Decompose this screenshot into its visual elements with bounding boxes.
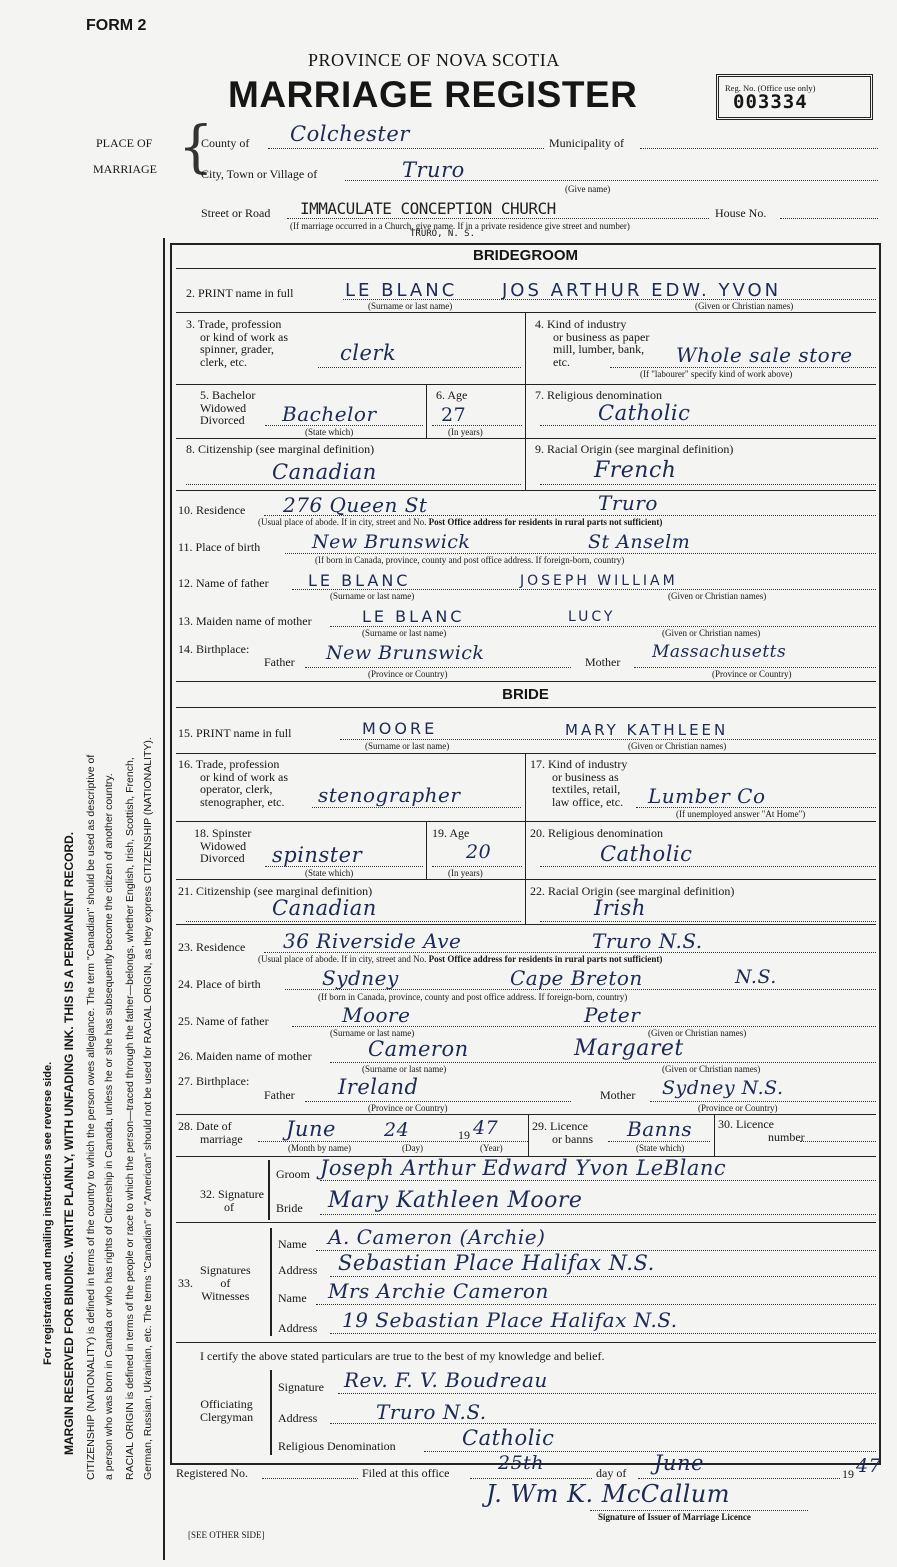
groom-citizenship: Canadian: [272, 460, 377, 484]
place-heading-1: PLACE OF: [96, 136, 153, 150]
groom-trade: clerk: [340, 341, 397, 365]
bride-bp-father-label: Father: [264, 1088, 295, 1102]
bride-bp-mother: Sydney N.S.: [662, 1077, 784, 1099]
bride-status-label: 18. Spinster Widowed Divorced: [194, 826, 252, 865]
filed-year: 47: [856, 1455, 882, 1477]
bride-industry-label: 17. Kind of industry or business as textiles, retail, law office, etc.: [530, 757, 628, 809]
marriage-day: 24: [384, 1119, 410, 1141]
house-no-label: House No.: [715, 206, 767, 220]
witness1-name: A. Cameron (Archie): [328, 1225, 546, 1249]
groom-bp-mother: Massachusetts: [652, 642, 787, 662]
marriage-day-caption: (Day): [402, 1143, 423, 1153]
groom-residence-caption: (Usual place of abode. If in city, street and No. Post Office address for residents in rural parts not sufficient): [258, 517, 663, 527]
marriage-year-caption: (Year): [480, 1143, 503, 1153]
clergy-label: Officiating Clergyman: [200, 1397, 254, 1424]
groom-heading: BRIDEGROOM: [473, 247, 578, 264]
bride-status: spinster: [272, 843, 363, 867]
margin-citizenship-2: a person who was born in Canada or who has rights of Citizenship in Canada, unless he or she has subsequently become the citizen of another country.: [103, 773, 115, 1480]
bride-given: MARY KATHLEEN: [565, 721, 729, 739]
w2-address-label: Address: [278, 1321, 318, 1335]
w2-name-label: Name: [278, 1291, 307, 1305]
street-note: (If marriage occurred in a Church, give name. If in a private residence give street and number): [290, 221, 630, 231]
groom-residence: 276 Queen St: [283, 493, 428, 517]
groom-birth-label: 11. Place of birth: [178, 540, 261, 554]
marriage-date-label: 28. Date of marriage: [178, 1119, 243, 1146]
bride-bp-mother-caption: (Province or Country): [698, 1103, 778, 1113]
marriage-month-caption: (Month by name): [288, 1143, 351, 1153]
bride-birth-province: N.S.: [735, 966, 777, 988]
registered-no-label: Registered No.: [176, 1466, 248, 1480]
bride-signature: Mary Kathleen Moore: [328, 1188, 583, 1213]
groom-mother-given: LUCY: [568, 609, 616, 625]
municipality-label: Municipality of: [549, 136, 624, 150]
groom-father-surname: LE BLANC: [308, 571, 411, 590]
groom-industry-caption: (If "labourer" specify kind of work above): [640, 369, 793, 379]
margin-binding-note: MARGIN RESERVED FOR BINDING. WRITE PLAINLY, WITH UNFADING INK. THIS IS A PERMANENT RECORD.: [62, 831, 76, 1455]
place-brace: {: [178, 115, 214, 180]
groom-surname: LE BLANC: [345, 280, 458, 301]
issuer-signature: J. Wm K. McCallum: [486, 1480, 731, 1508]
groom-father-given: JOSEPH WILLIAM: [520, 573, 678, 589]
licence-value: Banns: [627, 1117, 693, 1141]
bride-birth-caption: (If born in Canada, province, county and post office address. If foreign-born, country): [318, 992, 628, 1002]
bride-father-given: Peter: [584, 1003, 641, 1027]
licence-caption: (State which): [636, 1143, 685, 1153]
witness2-name: Mrs Archie Cameron: [328, 1279, 549, 1303]
groom-racial: French: [594, 458, 677, 483]
filed-month: June: [654, 1451, 704, 1475]
bride-father-surname: Moore: [342, 1003, 411, 1027]
groom-name-label: 2. PRINT name in full: [186, 286, 294, 300]
groom-religion-label: 7. Religious denomination: [535, 388, 662, 402]
bride-birthplace-label: 27. Birthplace:: [178, 1074, 250, 1088]
groom-industry: Whole sale store: [676, 343, 853, 367]
city-value: Truro: [402, 158, 465, 182]
bride-age-caption: (In years): [448, 868, 483, 878]
groom-status-caption: (State which): [305, 427, 354, 437]
reg-no: 003334: [733, 91, 808, 113]
groom-age-caption: (In years): [448, 427, 483, 437]
bride-father-surname-caption: (Surname or last name): [330, 1028, 415, 1038]
groom-given: JOS ARTHUR EDW. YVON: [502, 280, 782, 301]
licence-label: 29. Licence or banns: [532, 1119, 593, 1146]
groom-birth: New Brunswick: [312, 531, 471, 553]
bride-bp-mother-label: Mother: [600, 1088, 636, 1102]
bride-trade-label: 16. Trade, profession or kind of work as operator, clerk, stenographer, etc.: [178, 757, 288, 809]
margin-racial-1: RACIAL ORIGIN is defined in terms of the people or race to which the person—traced through the father—belongs, whether English, Irish, Scottish, French,: [124, 757, 136, 1480]
bride-racial: Irish: [594, 896, 646, 920]
groom-bp-mother-label: Mother: [585, 655, 621, 669]
bride-bp-father-caption: (Province or Country): [368, 1103, 448, 1113]
groom-mother-surname: LE BLANC: [362, 607, 465, 626]
page-title: MARRIAGE REGISTER: [228, 74, 638, 115]
bride-status-caption: (State which): [305, 868, 354, 878]
groom-bp-father: New Brunswick: [326, 642, 485, 664]
witness2-address: 19 Sebastian Place Halifax N.S.: [342, 1308, 678, 1332]
give-name-caption: (Give name): [565, 184, 611, 194]
marriage-month: June: [286, 1117, 336, 1141]
bride-name-label: 15. PRINT name in full: [178, 726, 292, 740]
groom-trade-label: 3. Trade, profession or kind of work as spinner, grader, clerk, etc.: [186, 317, 288, 369]
groom-father-given-caption: (Given or Christian names): [668, 591, 767, 601]
church-stamp: IMMACULATE CONCEPTION CHURCH: [300, 199, 556, 218]
groom-given-caption: (Given or Christian names): [695, 301, 794, 311]
province-title: PROVINCE OF NOVA SCOTIA: [308, 50, 560, 70]
groom-status: Bachelor: [282, 402, 377, 426]
w1-name-label: Name: [278, 1237, 307, 1251]
w1-address-label: Address: [278, 1263, 318, 1277]
filed-label: Filed at this office: [362, 1466, 450, 1480]
clergy-address-label: Address: [278, 1411, 318, 1425]
groom-bp-mother-caption: (Province or Country): [712, 669, 792, 679]
groom-age: 27: [441, 404, 467, 426]
groom-father-surname-caption: (Surname or last name): [330, 591, 415, 601]
filed-year-prefix: 19: [842, 1467, 854, 1481]
bride-citizenship-label: 21. Citizenship (see marginal definition): [178, 884, 373, 898]
witnesses-number: 33.: [178, 1276, 193, 1290]
groom-surname-caption: (Surname or last name): [368, 301, 453, 311]
clergy-sig-label: Signature: [278, 1380, 324, 1394]
bride-mother-surname-caption: (Surname or last name): [362, 1064, 447, 1074]
marriage-year-prefix: 19: [458, 1128, 470, 1142]
bride-father-given-caption: (Given or Christian names): [648, 1028, 747, 1038]
bride-residence-town: Truro N.S.: [592, 929, 703, 953]
bride-age: 20: [466, 841, 492, 863]
bride-birth: Sydney: [322, 966, 399, 990]
filed-day: 25th: [498, 1452, 545, 1474]
groom-signature: Joseph Arthur Edward Yvon LeBlanc: [320, 1156, 727, 1180]
groom-bp-father-caption: (Province or Country): [368, 669, 448, 679]
groom-birth-town: St Anselm: [588, 531, 691, 553]
bride-age-label: 19. Age: [432, 826, 470, 840]
groom-residence-town: Truro: [598, 491, 658, 515]
bride-birth-label: 24. Place of birth: [178, 977, 261, 991]
signature-label: 32. Signature of: [200, 1187, 264, 1214]
stamp-subtext: TRURO, N. S.: [410, 229, 476, 239]
bride-bp-father: Ireland: [338, 1075, 419, 1099]
bride-surname-caption: (Surname or last name): [365, 741, 450, 751]
county-value: Colchester: [290, 122, 410, 146]
groom-status-label: 5. Bachelor Widowed Divorced: [200, 388, 256, 427]
margin-racial-2: German, Russian, Ukrainian, etc. The terms "Canadian" or "American" should not be used for RACIAL ORIGIN, as they express CITIZENSHIP (NATIONALITY).: [142, 737, 154, 1480]
bride-sig-label: Bride: [276, 1201, 303, 1215]
see-other-side: [SEE OTHER SIDE]: [188, 1530, 265, 1540]
bride-surname: MOORE: [362, 719, 438, 738]
place-heading-2: MARRIAGE: [93, 162, 158, 176]
county-label: County of: [201, 136, 250, 150]
groom-father-label: 12. Name of father: [178, 576, 269, 590]
bride-residence-caption: (Usual place of abode. If in city, street and No. Post Office address for residents in rural parts not sufficient): [258, 954, 663, 964]
groom-mother-label: 13. Maiden name of mother: [178, 614, 312, 628]
street-label: Street or Road: [201, 206, 271, 220]
bride-mother-label: 26. Maiden name of mother: [178, 1049, 312, 1063]
bride-birth-region: Cape Breton: [510, 966, 643, 990]
bride-mother-surname: Cameron: [368, 1037, 469, 1061]
groom-citizenship-label: 8. Citizenship (see marginal definition): [186, 442, 375, 456]
bride-religion: Catholic: [600, 842, 693, 866]
bride-industry: Lumber Co: [648, 784, 766, 808]
bride-residence: 36 Riverside Ave: [283, 929, 462, 953]
licence-number-label: 30. Licence number: [718, 1117, 805, 1144]
witness1-address: Sebastian Place Halifax N.S.: [338, 1251, 655, 1275]
margin-instructions: For registration and mailing instructions see reverse side.: [42, 1061, 54, 1365]
clergy-denomination: Catholic: [462, 1426, 555, 1450]
bride-citizenship: Canadian: [272, 896, 377, 920]
reg-no-box: [716, 74, 873, 120]
groom-birth-caption: (If born in Canada, province, county and post office address. If foreign-born, country): [315, 555, 625, 565]
groom-mother-given-caption: (Given or Christian names): [662, 628, 761, 638]
day-of-label: day of: [596, 1466, 627, 1480]
groom-sig-label: Groom: [276, 1167, 310, 1181]
witnesses-label: Signatures of Witnesses: [200, 1263, 251, 1303]
clergy-address: Truro N.S.: [376, 1400, 487, 1424]
bride-industry-caption: (If unemployed answer "At Home"): [676, 809, 806, 819]
bride-heading: BRIDE: [502, 686, 549, 703]
bride-residence-label: 23. Residence: [178, 940, 246, 954]
bride-religion-label: 20. Religious denomination: [530, 826, 663, 840]
clergy-signature: Rev. F. V. Boudreau: [344, 1368, 548, 1392]
form-number: FORM 2: [86, 17, 147, 34]
issuer-label: Signature of Issuer of Marriage Licence: [598, 1512, 751, 1522]
bride-mother-given: Margaret: [574, 1036, 684, 1061]
groom-residence-label: 10. Residence: [178, 503, 246, 517]
reg-no-label: Reg. No. (Office use only): [725, 83, 816, 93]
bride-given-caption: (Given or Christian names): [628, 741, 727, 751]
clergy-denom-label: Religious Denomination: [278, 1439, 396, 1453]
certify-statement: I certify the above stated particulars are true to the best of my knowledge and belief.: [200, 1349, 605, 1363]
groom-religion: Catholic: [598, 401, 691, 425]
groom-racial-label: 9. Racial Origin (see marginal definition): [535, 442, 734, 456]
groom-age-label: 6. Age: [436, 388, 468, 402]
groom-bp-father-label: Father: [264, 655, 295, 669]
marriage-year: 47: [473, 1117, 499, 1139]
city-label: City, Town or Village of: [201, 167, 318, 181]
groom-birthplace-label: 14. Birthplace:: [178, 642, 250, 656]
bride-father-label: 25. Name of father: [178, 1014, 269, 1028]
bride-trade: stenographer: [318, 783, 461, 807]
groom-mother-surname-caption: (Surname or last name): [362, 628, 447, 638]
groom-industry-label: 4. Kind of industry or business as paper mill, lumber, bank, etc.: [535, 317, 650, 369]
bride-mother-given-caption: (Given or Christian names): [662, 1064, 761, 1074]
bride-racial-label: 22. Racial Origin (see marginal definition): [530, 884, 735, 898]
binding-line: [163, 238, 165, 1560]
margin-citizenship-1: CITIZENSHIP (NATIONALITY) is defined in terms of the country to which the person owes allegiance. The term "Canadian" should be used as descriptive of: [85, 754, 97, 1480]
